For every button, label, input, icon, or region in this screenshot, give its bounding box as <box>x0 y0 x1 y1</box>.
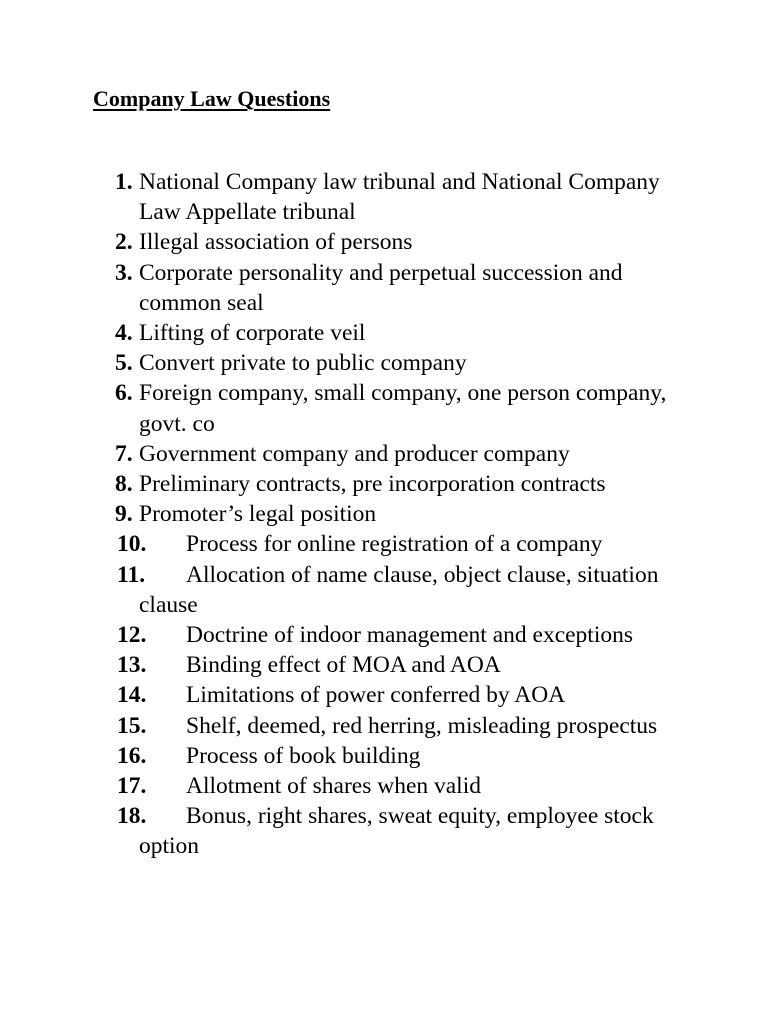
question-list <box>0 167 768 862</box>
list-item-text: Process of book building <box>186 742 421 769</box>
list-item-number: 15. <box>117 712 147 739</box>
list-item-number: 2. <box>115 229 133 256</box>
list-item-text: Lifting of corporate veil <box>139 320 366 347</box>
list-item <box>0 620 699 650</box>
list-item <box>0 227 699 257</box>
list-item <box>0 529 699 559</box>
list-item <box>0 258 699 318</box>
list-item-number: 5. <box>115 350 133 377</box>
list-item-text: Foreign company, small company, one person company, govt. co <box>139 380 667 437</box>
list-item-text: Allotment of shares when valid <box>186 773 481 800</box>
list-item-number: 7. <box>115 440 133 467</box>
list-item <box>0 560 699 620</box>
list-item-number: 10. <box>117 531 147 558</box>
list-item <box>0 378 699 438</box>
list-item-text: Shelf, deemed, red herring, misleading prospectus <box>186 712 658 739</box>
list-item-number: 3. <box>115 259 133 286</box>
list-item-text: Corporate personality and perpetual succession and common seal <box>139 259 623 316</box>
list-item <box>0 771 699 801</box>
list-item <box>0 348 699 378</box>
list-item-text: Doctrine of indoor management and exceptions <box>186 622 634 649</box>
list-item <box>0 469 699 499</box>
list-item <box>0 680 699 710</box>
page-title: Company Law Questions <box>93 86 331 111</box>
list-item-text: Illegal association of persons <box>139 229 413 256</box>
list-item <box>0 167 699 227</box>
list-item <box>0 318 699 348</box>
list-item <box>0 650 699 680</box>
list-item-number: 8. <box>115 471 133 498</box>
list-item-text: Process for online registration of a company <box>186 531 603 558</box>
list-item-text: Binding effect of MOA and AOA <box>186 652 501 679</box>
list-item-number: 11. <box>117 561 146 588</box>
list-item-number: 17. <box>117 773 147 800</box>
list-item <box>0 499 699 529</box>
list-item-number: 14. <box>117 682 147 709</box>
list-item-text: National Company law tribunal and National Company Law Appellate tribunal <box>139 169 660 226</box>
list-item-text: Convert private to public company <box>139 350 467 377</box>
list-item-number: 13. <box>117 652 147 679</box>
list-item-text: Allocation of name clause, object clause, situation clause <box>139 561 659 618</box>
list-item-text: Preliminary contracts, pre incorporation contracts <box>139 471 606 498</box>
list-item-number: 6. <box>115 380 133 407</box>
list-item-text: Government company and producer company <box>139 440 570 467</box>
list-item-number: 18. <box>117 803 147 830</box>
list-item <box>0 439 699 469</box>
list-item <box>0 801 699 861</box>
list-item-number: 12. <box>117 622 147 649</box>
list-item-number: 9. <box>115 501 133 528</box>
list-item-number: 1. <box>115 169 133 195</box>
list-item <box>0 741 699 771</box>
list-item-text: Limitations of power conferred by AOA <box>186 682 566 709</box>
list-item <box>0 711 699 741</box>
list-item-text: Bonus, right shares, sweat equity, employee stock option <box>139 803 654 860</box>
list-item-number: 16. <box>117 742 147 769</box>
list-item-number: 4. <box>115 320 133 347</box>
list-item-text: Promoter’s legal position <box>139 501 377 528</box>
